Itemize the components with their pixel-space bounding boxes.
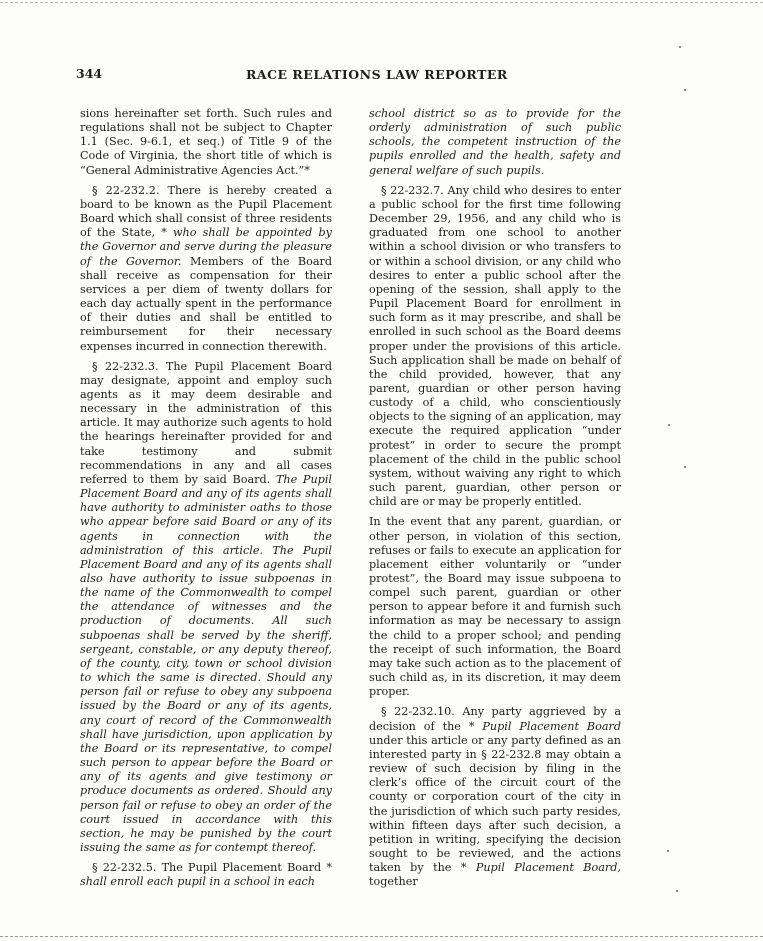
italic-text-run: school district so as to provide for the orderly administration of such public schools, the competent instruction of the pupils enrolled and the health, safety and general welfare of such pupils. xyxy=(369,107,621,177)
text-run: under this article or any party defined as an interested party in § 22-232.8 may obtain a review of such decision by filing in the clerk’s office of the circuit court of the county or corporation court of the city in the jurisdiction of which such party resides, within fifteen days after such decision, a petition in writing, specifying the decision sought to be reviewed, and the actions taken by the * xyxy=(369,733,621,875)
scan-speck xyxy=(679,46,681,48)
text-run: § 22-232.3. The Pupil Placement Board may designate, appoint and employ such agents as it may deem desirable and necessary in the administration of this article. It may authorize such agents to hold the hearings hereinafter provided for and take testimony and submit recommendations in any and all cases referred to them by said Board. xyxy=(80,359,332,486)
paragraph-22-232-7: § 22-232.7. Any child who desires to enter a public school for the first time following December 29, 1956, and any child who is graduated from one school to another within a school division or who transfers to or within a school division, or any child who desires to enter a public school after the opening of the session, shall apply to the Pupil Placement Board for enrollment in such form as it may prescribe, and shall be enrolled in such school as the Board deems proper under the provisions of this article. Such application shall be made on behalf of the child provided, however, that any parent, guardian or other person having custody of a child, who conscientiously objects to the signing of an application, may execute the required application “under protest” in order to secure the prompt placement of the child in the public school system, without waiving any right to which such parent, guardian, other person or child are or may be properly entitled. xyxy=(369,183,621,509)
left-column xyxy=(80,107,332,889)
page-number: 344 xyxy=(76,66,103,81)
text-run: Members of the Board shall receive as compensation for their services a per diem of twenty dollars for each day actually spent in the performance of their duties and shall be entitled to reimbursement for their necessary expenses incurred in connection therewith. xyxy=(80,254,332,353)
scan-top-border xyxy=(0,2,763,3)
scan-bottom-border xyxy=(0,936,763,937)
scan-speck xyxy=(676,890,678,892)
text-run: § 22-232.5. The Pupil Placement Board * xyxy=(92,861,332,875)
scan-speck xyxy=(668,424,670,426)
italic-text-run: shall enroll each pupil in a school in each xyxy=(80,875,315,889)
paragraph: sions hereinafter set forth. Such rules and regulations shall not be subject to Chapter 1.1 (Sec. 9-6.1, et seq.) of Title 9 of the Code of Virginia, the short title of which is “General Administrative Agencies Act.”* xyxy=(80,107,332,177)
italic-text-run: Pupil Placement Board, xyxy=(475,861,621,875)
italic-text-run: Pupil Placement Board xyxy=(482,719,621,733)
scan-speck xyxy=(684,89,686,91)
text-run: § 22-232.10. Any party aggrieved by a decision of the * xyxy=(369,705,621,733)
text-run: together xyxy=(369,875,418,889)
running-head: RACE RELATIONS LAW REPORTER xyxy=(246,67,508,82)
italic-text-run: who shall be appointed by the Governor and serve during the pleasure of the Governor. xyxy=(80,226,332,268)
paragraph-22-232-2 xyxy=(80,184,332,354)
paragraph: In the event that any parent, guardian, or other person, in violation of this section, refuses or fails to execute an application for placement either voluntarily or “under protest”, the Board may issue subpoena to compel such parent, guardian or other person to appear before it and furnish such information as may be necessary to assign the child to a proper school; and pending the receipt of such information, the Board may take such action as to the placement of such child as, in its discretion, it may deem proper. xyxy=(369,515,621,699)
paragraph xyxy=(369,107,621,178)
text-run: § 22-232.2. There is hereby created a board to be known as the Pupil Placement Board which shall consist of three residents of the State, * xyxy=(80,183,332,240)
scan-speck xyxy=(684,466,686,468)
italic-text-run: The Pupil Placement Board and any of its agents shall have authority to administer oaths to those who appear before said Board or any of its agents in connection with the administration of this article. The Pupil Placement Board and any of its agents shall also have authority to issue subpoenas in the name of the Commonwealth to compel the attendance of witnesses and the production of documents. All such subpoenas shall be served by the sheriff, sergeant, constable, or any deputy thereof, of the county, city, town or school division to which the same is directed. Should any person fail or refuse to obey any subpoena issued by the Board or any of its agents, any court of record of the Commonwealth shall have jurisdiction, upon application by the Board or its representative, to compel such person to appear before the Board or any of its agents and give testimony or produce documents as ordered. Should any person fail or refuse to obey an order of the court issued in accordance with this section, he may be punished by the court issuing the same as for contempt thereof. xyxy=(80,472,332,854)
paragraph-22-232-5 xyxy=(80,861,332,889)
right-column xyxy=(369,107,621,889)
paragraph-22-232-3 xyxy=(80,360,332,855)
scan-speck xyxy=(667,850,669,852)
paragraph-22-232-10 xyxy=(369,705,621,889)
